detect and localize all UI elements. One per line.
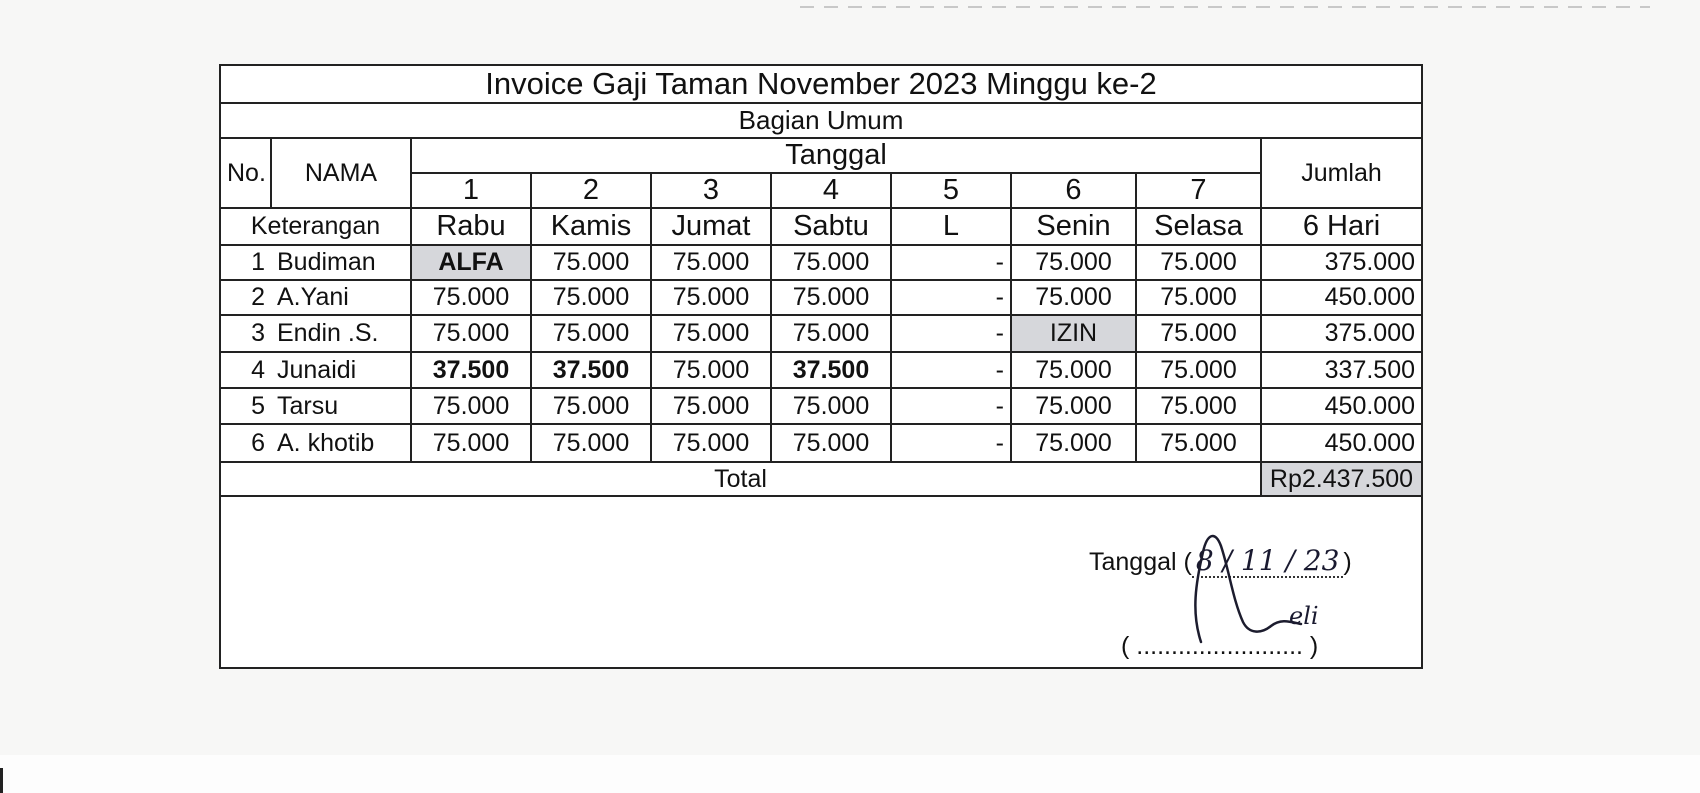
employee-name: A.Yani <box>271 280 411 315</box>
total-row <box>221 462 1421 496</box>
handwritten-date: 8 / 11 / 23 <box>1195 544 1340 577</box>
row-total: 375.000 <box>1261 315 1421 352</box>
day-value: 75.000 <box>1011 352 1136 388</box>
day-value: 75.000 <box>531 315 651 352</box>
day-value: 75.000 <box>1011 424 1136 462</box>
day-value: 75.000 <box>651 315 771 352</box>
employee-name: Tarsu <box>271 388 411 424</box>
signature-name-blank: ( ........................ ) <box>1121 632 1319 660</box>
day-name: Jumat <box>651 208 771 245</box>
invoice-sheet <box>219 64 1423 669</box>
row-number: 5 <box>221 388 271 424</box>
header-total-days: 6 Hari <box>1261 208 1421 245</box>
scan-bottom-edge <box>0 755 1700 793</box>
day-value: 75.000 <box>651 245 771 280</box>
day-name: Senin <box>1011 208 1136 245</box>
day-value: 75.000 <box>531 245 651 280</box>
day-value: - <box>891 280 1011 315</box>
total-value: Rp2.437.500 <box>1261 462 1421 496</box>
invoice-section: Bagian Umum <box>221 103 1421 138</box>
employee-name: A. khotib <box>271 424 411 462</box>
day-number: 1 <box>411 173 531 208</box>
table-row <box>221 424 1421 462</box>
header-nama: NAMA <box>271 138 411 208</box>
day-value: 75.000 <box>651 388 771 424</box>
employee-name: Junaidi <box>271 352 411 388</box>
row-number: 1 <box>221 245 271 280</box>
day-value: 75.000 <box>531 424 651 462</box>
row-total: 375.000 <box>1261 245 1421 280</box>
scan-edge-mark <box>0 768 3 793</box>
day-value: 75.000 <box>1011 280 1136 315</box>
day-value: - <box>891 388 1011 424</box>
day-name: Rabu <box>411 208 531 245</box>
day-value: 75.000 <box>651 352 771 388</box>
day-number: 5 <box>891 173 1011 208</box>
day-value: - <box>891 245 1011 280</box>
day-value: 75.000 <box>771 424 891 462</box>
day-value: - <box>891 352 1011 388</box>
day-value: 75.000 <box>1011 245 1136 280</box>
day-value: 75.000 <box>1136 315 1261 352</box>
day-value: 37.500 <box>411 352 531 388</box>
row-number: 6 <box>221 424 271 462</box>
day-number: 7 <box>1136 173 1261 208</box>
day-value: 75.000 <box>411 280 531 315</box>
day-value: 75.000 <box>531 388 651 424</box>
day-value: 75.000 <box>771 280 891 315</box>
total-label: Total <box>221 462 1261 496</box>
day-value: 75.000 <box>1011 388 1136 424</box>
table-row <box>221 352 1421 388</box>
day-value: 75.000 <box>411 315 531 352</box>
day-name: Selasa <box>1136 208 1261 245</box>
row-total: 450.000 <box>1261 280 1421 315</box>
day-value: 75.000 <box>771 315 891 352</box>
day-value: 75.000 <box>771 388 891 424</box>
row-total: 337.500 <box>1261 352 1421 388</box>
employee-name: Budiman <box>271 245 411 280</box>
day-value: ALFA <box>411 245 531 280</box>
scan-artifact-line <box>800 6 1650 8</box>
signature-text: eli <box>1289 602 1319 630</box>
day-value: 75.000 <box>531 280 651 315</box>
signature-date-open-paren: ( <box>1183 548 1192 576</box>
day-number: 4 <box>771 173 891 208</box>
day-value: 75.000 <box>1136 245 1261 280</box>
day-value: - <box>891 424 1011 462</box>
invoice-title: Invoice Gaji Taman November 2023 Minggu ke-2 <box>221 66 1421 103</box>
day-number: 6 <box>1011 173 1136 208</box>
row-number: 2 <box>221 280 271 315</box>
signature-date-close-paren: ) <box>1343 548 1352 576</box>
table-row <box>221 245 1421 280</box>
header-tanggal: Tanggal <box>411 138 1261 173</box>
day-number: 2 <box>531 173 651 208</box>
row-total: 450.000 <box>1261 424 1421 462</box>
day-value: 37.500 <box>771 352 891 388</box>
day-value: 75.000 <box>771 245 891 280</box>
row-number: 4 <box>221 352 271 388</box>
header-keterangan: Keterangan <box>221 208 411 245</box>
day-name-row <box>221 208 1421 245</box>
header-jumlah: Jumlah <box>1261 138 1421 208</box>
day-value: 75.000 <box>411 388 531 424</box>
day-value: - <box>891 315 1011 352</box>
day-number: 3 <box>651 173 771 208</box>
table-row <box>221 315 1421 352</box>
signature-date-label: Tanggal <box>1089 548 1177 576</box>
day-name: Kamis <box>531 208 651 245</box>
day-name: L <box>891 208 1011 245</box>
day-value: 75.000 <box>651 424 771 462</box>
employee-name: Endin .S. <box>271 315 411 352</box>
table-row <box>221 280 1421 315</box>
day-name: Sabtu <box>771 208 891 245</box>
day-value: IZIN <box>1011 315 1136 352</box>
day-value: 75.000 <box>1136 280 1261 315</box>
row-number: 3 <box>221 315 271 352</box>
signature-area <box>221 497 1421 662</box>
day-value: 75.000 <box>1136 388 1261 424</box>
invoice-table <box>221 66 1421 497</box>
day-value: 75.000 <box>651 280 771 315</box>
day-value: 37.500 <box>531 352 651 388</box>
table-row <box>221 388 1421 424</box>
header-no: No. <box>221 138 271 208</box>
row-total: 450.000 <box>1261 388 1421 424</box>
day-value: 75.000 <box>1136 424 1261 462</box>
day-value: 75.000 <box>1136 352 1261 388</box>
day-value: 75.000 <box>411 424 531 462</box>
